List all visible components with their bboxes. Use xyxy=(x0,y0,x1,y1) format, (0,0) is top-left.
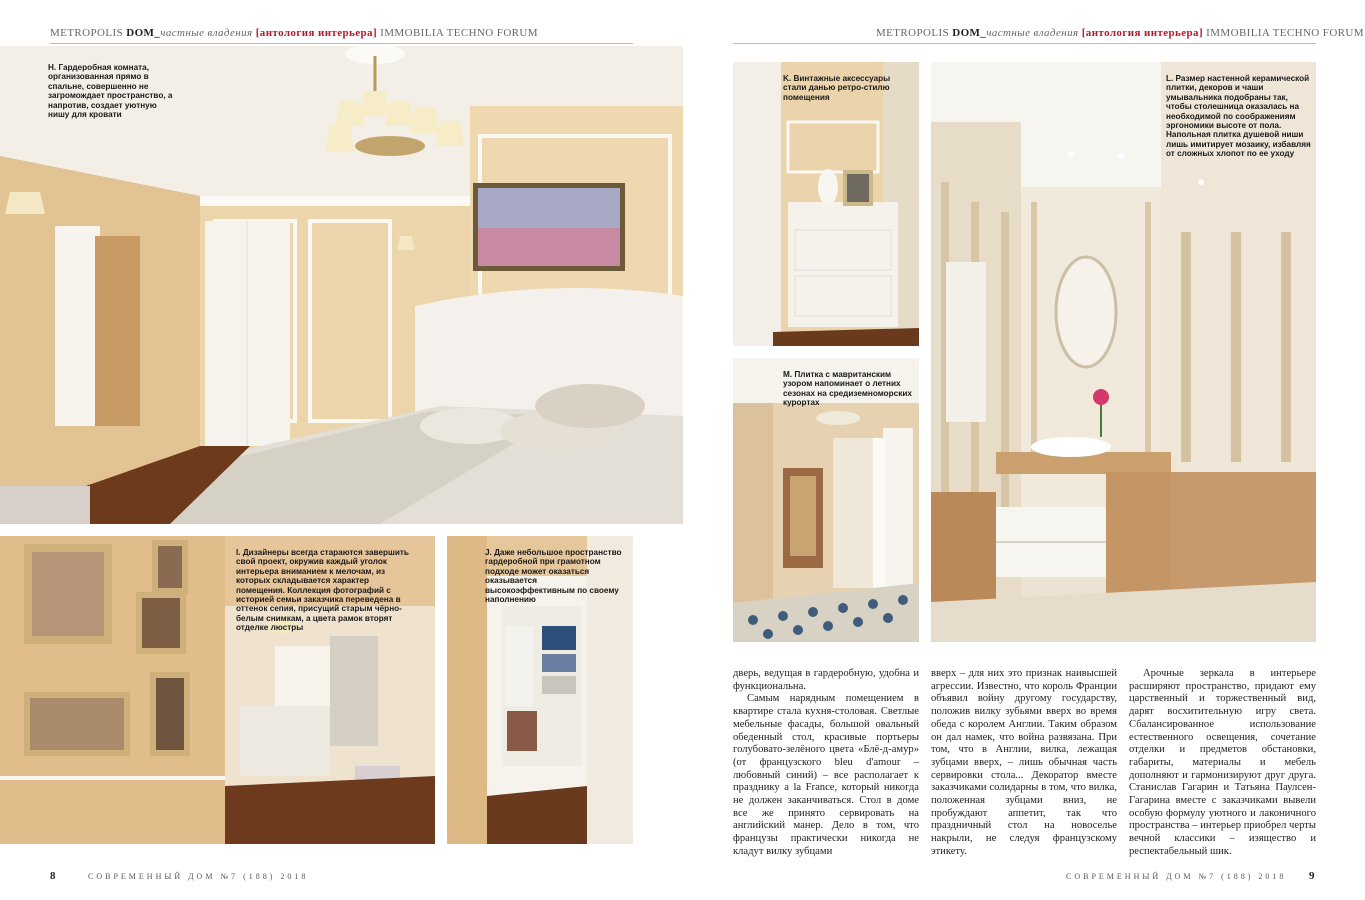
photo-hallway-portraits xyxy=(0,536,435,844)
body-col2-p1: вверх – для них это признак наивысшей агрессии. Известно, что король Франции объявил войну другому государству, положив вилку зубьями вверх во время обеда с королем Англии. Таким образом он дал намек, что война развязана. При том, что в Англии, вилка, лежащая зубцами вверх, – лишь обычная часть сервировки стола... Декоратор вместе заказчиками солидарны в том, что вилка, положенная зубцами вниз, не пробуждают аппетит, так что праздничный стол на новоселье накрыли, не следуя французскому этикету. xyxy=(931,668,1117,857)
body-column-3 xyxy=(1129,668,1316,859)
caption-l: L. Размер настенной керамической плитки, декоров и чаши умывальника подобраны так, чтобы столешница оказалась на необходимой по соображениям эргономики высоте от пола. Напольная плитка душевой ниши лишь имитирует мозаику, избавляя от сложных хлопот по ее уходу xyxy=(1166,74,1311,159)
rh-dom-r: DOM_ xyxy=(952,27,987,39)
caption-i: I. Дизайнеры всегда стараются завершить свой проект, окружив каждый уголок интерьера вниманием к мелочам, из которых складывается характер помещения. Коллекция фотографий с историей семьи заказчика переведена в оттенок сепия, присущий старым чёрно-белым снимкам, а цвета рамок вторят отделке люстры xyxy=(236,548,409,633)
rh-dom: DOM_ xyxy=(126,27,161,39)
footer-magazine-right: СОВРЕМЕННЫЙ ДОМ №7 (188) 2018 xyxy=(1066,872,1287,881)
photo-corridor xyxy=(733,358,919,642)
rh-forum: FORUM xyxy=(496,27,538,39)
head-rule-left xyxy=(50,43,633,44)
body-column-1 xyxy=(733,668,919,859)
caption-m: M. Плитка с мавританским узором напоминает о летних сезонах на средиземноморских курортах xyxy=(783,370,912,408)
body-column-2 xyxy=(931,668,1117,859)
rh-immobilia-r: IMMOBILIA xyxy=(1206,27,1270,39)
rh-chastnye: частные владения xyxy=(160,27,253,39)
footer-magazine-left: СОВРЕМЕННЫЙ ДОМ №7 (188) 2018 xyxy=(88,872,309,881)
photo-bathroom xyxy=(931,62,1316,642)
rh-techno: TECHNO xyxy=(446,27,494,39)
rh-immobilia: IMMOBILIA xyxy=(380,27,444,39)
running-head-right xyxy=(876,27,1364,39)
photo-nightstand xyxy=(733,62,919,346)
page-number-left: 8 xyxy=(50,870,56,882)
caption-h: H. Гардеробная комната, организованная прямо в спальне, совершенно не загромождает пространство, а напротив, создает уютную нишу для кровати xyxy=(48,63,173,120)
caption-k: K. Винтажные аксессуары стали данью ретро-стилю помещения xyxy=(783,74,891,102)
rh-forum-r: FORUM xyxy=(1322,27,1364,39)
rh-antologia-r: [антология интерьера] xyxy=(1081,27,1204,39)
body-col1-p1: дверь, ведущая в гардеробную, удобна и функциональна. xyxy=(733,668,919,692)
head-rule-right xyxy=(733,43,1316,44)
body-col1-p2: Самым нарядным помещением в квартире стала кухня-столовая. Светлые мебельные фасады, большой овальный обеденный стол, красивые портьеры голубовато-зелёного цвета «Блё-д-амур» (от французского bleu d'amour – любовный синий) – все располагает к празднику а la France, который никогда не должен заканчиваться. Стол в доме все же принято сервировать на английский манер. Дело в том, что французы практически никогда не кладут вилку зубцами xyxy=(733,693,919,857)
rh-metropolis: METROPOLIS xyxy=(50,27,124,39)
running-head-left xyxy=(50,27,538,39)
photo-wardrobe xyxy=(447,536,633,844)
rh-antologia: [антология интерьера] xyxy=(255,27,378,39)
body-col3-p1: Арочные зеркала в интерьере расширяют пространство, придают ему царственный и торжественный вид, дарят восхитительную игру света. Сбалансированное использование естественного освещения, сочетание отделки и предметов обстановки, габариты, материалы и мебель дополняют и гармонизируют друг друга. Станислав Гагарин и Татьяна Паулсен-Гагарина вместе с заказчиками вывели особую формулу уютного и лаконичного пространства – интерьер приобрел черты вечной классики – изящество и респектабельный шик. xyxy=(1129,668,1316,857)
rh-metropolis-r: METROPOLIS xyxy=(876,27,950,39)
rh-techno-r: TECHNO xyxy=(1272,27,1320,39)
rh-chastnye-r: частные владения xyxy=(986,27,1079,39)
photo-bedroom xyxy=(0,46,683,524)
caption-j: J. Даже небольшое пространство гардеробной при грамотном подходе может оказаться оказывается высокоэффективным по своему наполнению xyxy=(485,548,622,605)
page-number-right: 9 xyxy=(1309,870,1315,882)
